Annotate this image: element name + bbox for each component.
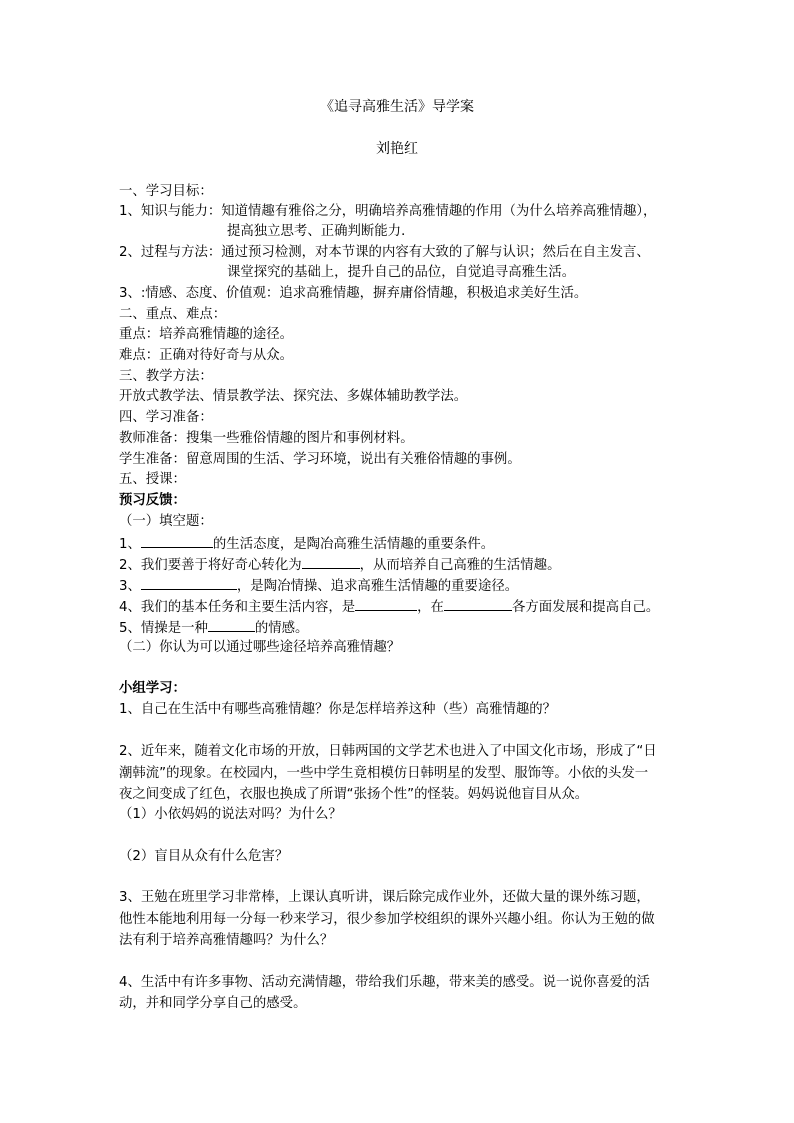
q4-prefix: 4、我们的基本任务和主要生活内容，是 [119,600,356,615]
doc-title: 《追寻高雅生活》导学案 [320,99,474,115]
fill-blank-heading: （一）填空题： [119,514,213,529]
q1-prefix: 1、 [119,537,141,552]
question-ways: （二）你认为可以通过哪些途径培养高雅情趣？ [119,640,401,655]
section-heading-preparation: 四、学习准备： [119,410,213,425]
answer-blank[interactable] [141,533,213,548]
q4-suffix: 各方面发展和提高自己。 [511,600,660,615]
section-heading-lesson: 五、授课： [119,472,186,487]
section-heading-methods: 三、教学方法： [119,369,213,384]
difficult-point: 难点：正确对待好奇与从众。 [119,348,294,363]
answer-blank[interactable] [355,596,417,611]
key-point: 重点：培养高雅情趣的途径。 [119,327,294,342]
answer-blank[interactable] [208,617,255,632]
group-question-2-sub1: （1）小依妈妈的说法对吗？为什么？ [119,807,342,822]
q5-suffix: 的情感。 [254,621,309,636]
section-heading-keypoints: 二、重点、难点： [119,307,227,322]
fill-question-1 [119,533,494,553]
fill-question-3 [119,575,518,595]
q4-middle: ，在 [417,600,444,615]
group-question-3-line3: 法有利于培养高雅情趣吗？为什么？ [119,933,334,948]
preview-heading: 预习反馈： [119,493,186,508]
teacher-preparation: 教师准备：搜集一些雅俗情趣的图片和事例材料。 [119,431,414,446]
q2-suffix: ，从而培养自己高雅的生活情趣。 [359,558,561,573]
group-question-3-line2: 他性本能地利用每一分每一秒来学习，很少参加学校组织的课外兴趣小组。你认为王勉的做 [119,912,655,927]
group-question-2-line2: 潮韩流”的现象。在校园内，一些中学生竟相模仿日韩明星的发型、服饰等。小依的头发一 [119,766,649,781]
goal-knowledge-line1: 1、知识与能力：知道情趣有雅俗之分，明确培养高雅情趣的作用（为什么培养高雅情趣）， [119,204,657,219]
teaching-methods: 开放式教学法、情景教学法、探究法、多媒体辅助教学法。 [119,389,468,404]
group-question-1: 1、自己在生活中有哪些高雅情趣？你是怎样培养这种（些）高雅情趣的？ [119,702,557,717]
q1-suffix: 的生活态度，是陶冶高雅生活情趣的重要条件。 [212,537,495,552]
fill-question-5 [119,617,308,637]
group-question-4-line2: 动，并和同学分享自己的感受。 [119,996,307,1011]
fill-question-2 [119,554,560,574]
doc-author: 刘艳红 [376,141,418,157]
answer-blank[interactable] [444,596,512,611]
group-question-4-line1: 4、生活中有许多事物、活动充满情趣，带给我们乐趣，带来美的感受。说一说你喜爱的活 [119,975,650,990]
q3-suffix: ，是陶冶情操、追求高雅生活情趣的重要途径。 [236,579,519,594]
group-question-2-line3: 夜之间变成了红色，衣服也换成了所谓“张扬个性”的怪装。妈妈说他盲目从众。 [119,787,589,802]
section-heading-goals: 一、学习目标： [119,184,213,199]
goal-process-line1: 2、过程与方法：通过预习检测，对本节课的内容有大致的了解与认识；然后在自主发言、 [119,245,650,260]
q2-prefix: 2、我们要善于将好奇心转化为 [119,558,302,573]
goal-values: 3、:情感、态度、价值观：追求高雅情趣，摒弃庸俗情趣，积极追求美好生活。 [119,286,588,301]
group-question-2-line1: 2、近年来，随着文化市场的开放，日韩两国的文学艺术也进入了中国文化市场，形成了“日 [119,744,657,759]
group-question-3-line1: 3、王勉在班里学习非常棒，上课认真听讲，课后除完成作业外，还做大量的课外练习题， [119,890,650,905]
group-study-heading: 小组学习： [119,681,186,696]
q5-prefix: 5、情操是一种 [119,621,208,636]
answer-blank[interactable] [141,575,237,590]
q3-prefix: 3、 [119,579,141,594]
goal-knowledge-line2: 提高独立思考、正确判断能力． [227,224,415,239]
group-question-2-sub2: （2）盲目从众有什么危害？ [119,849,289,864]
fill-question-4 [119,596,659,616]
goal-process-line2: 课堂探究的基础上，提升自己的品位，自觉追寻高雅生活。 [227,265,576,280]
answer-blank[interactable] [302,554,360,569]
student-preparation: 学生准备：留意周围的生活、学习环境，说出有关雅俗情趣的事例。 [119,452,521,467]
